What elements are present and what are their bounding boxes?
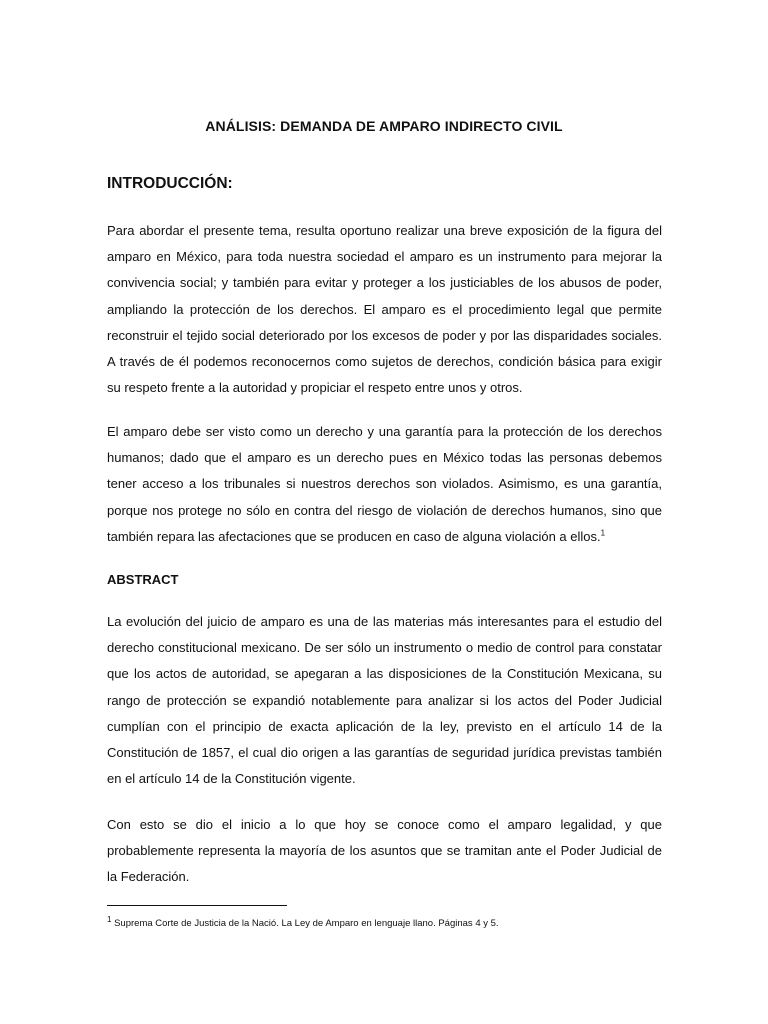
abstract-paragraph-1: La evolución del juicio de amparo es una de las materias más interesantes para el estudio del derecho constitucional mexicano. De ser sólo un instrumento o medio de control para constatar que los actos de autoridad, se apegaran a las disposiciones de la Constitución Mexicana, su rango de protección se expandió notablemente para analizar si los actos del Poder Judicial cumplían con el principio de exacta aplicación de la ley, previsto en el artículo 14 de la Constitución de 1857, el cual dio origen a las garantías de seguridad jurídica previstas también en el artículo 14 de la Constitución vigente. xyxy=(107,614,662,787)
footnote-separator xyxy=(107,905,287,906)
footnote-text: Suprema Corte de Justicia de la Nació. La Ley de Amparo en lenguaje llano. Páginas 4 y 5. xyxy=(111,918,499,929)
footnote xyxy=(107,914,667,931)
introduction-paragraph-1: Para abordar el presente tema, resulta oportuno realizar una breve exposición de la figura del amparo en México, para toda nuestra sociedad el amparo es un instrumento para mejorar la convivencia social; y también para evitar y proteger a los justiciables de los abusos de poder, ampliando la protección de los derechos. El amparo es el procedimiento legal que permite reconstruir el tejido social deteriorado por los excesos de poder y por las disparidades sociales. A través de él podemos reconocernos como sujetos de derechos, condición básica para exigir su respeto frente a la autoridad y propiciar el respeto entre unos y otros. xyxy=(107,223,662,396)
introduction-heading: INTRODUCCIÓN: xyxy=(107,175,233,192)
paragraph-2-text: El amparo debe ser visto como un derecho y una garantía para la protección de los derechos humanos; dado que el amparo es un derecho pues en México todas las personas debemos tener acceso a los tribunales si nuestros derechos son violados. Asimismo, es una garantía, porque nos protege no sólo en contra del riesgo de violación de derechos humanos, sino que también repara las afectaciones que se producen en caso de alguna violación a ellos. xyxy=(107,424,662,544)
document-title: ANÁLISIS: DEMANDA DE AMPARO INDIRECTO CIVIL xyxy=(205,118,563,134)
footnote-reference: 1 xyxy=(600,528,606,538)
abstract-paragraph-2: Con esto se dio el inicio a lo que hoy se conoce como el amparo legalidad, y que probablemente representa la mayoría de los asuntos que se tramitan ante el Poder Judicial de la Federación. xyxy=(107,817,662,885)
footnote-number: 1 xyxy=(107,914,112,924)
abstract-heading: ABSTRACT xyxy=(107,572,179,587)
introduction-paragraph-2 xyxy=(107,419,662,550)
